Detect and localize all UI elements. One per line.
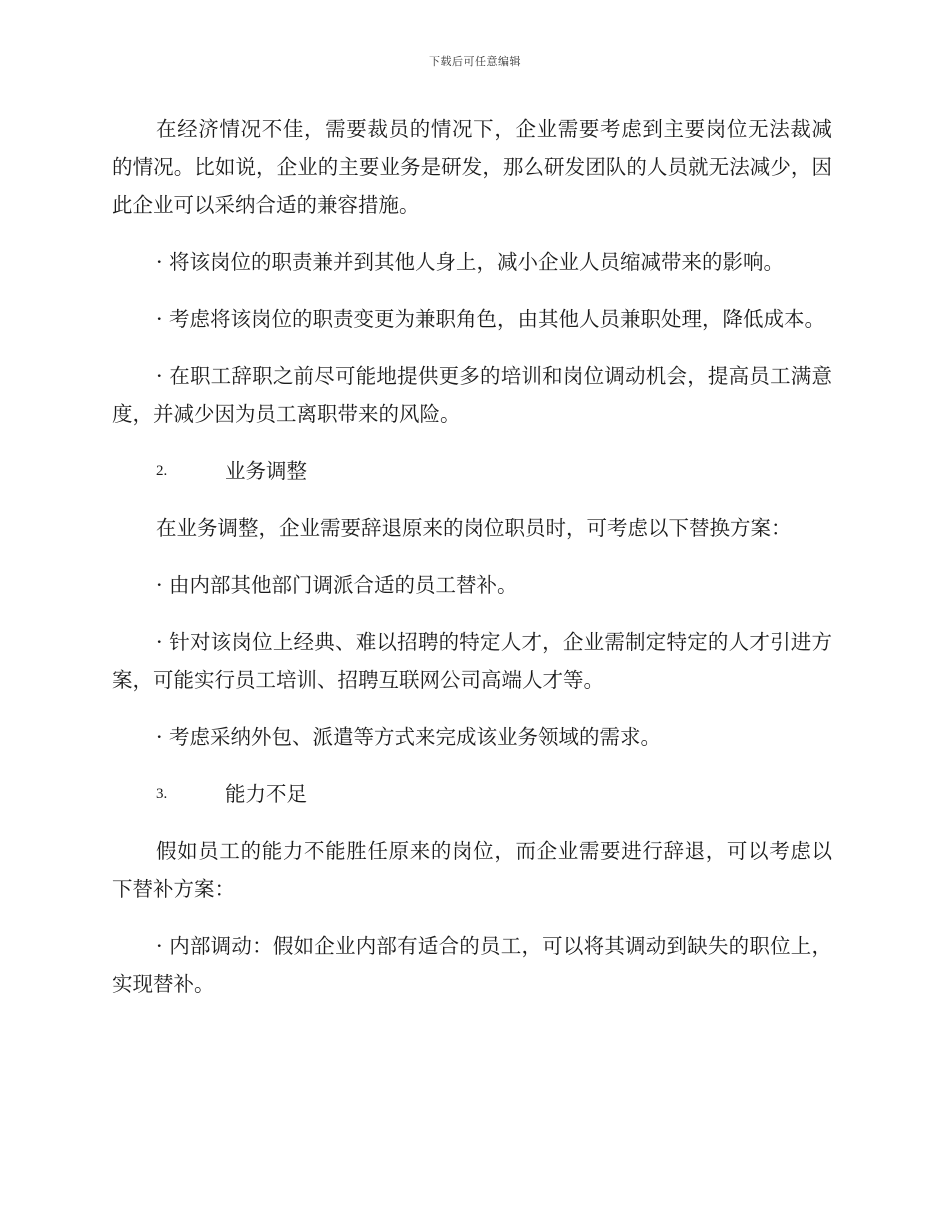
document-body — [112, 110, 832, 1022]
section-number: 2. — [156, 463, 168, 479]
section-heading — [112, 452, 832, 490]
bullet-item: · 将该岗位的职责兼并到其他人身上，减小企业人员缩减带来的影响。 — [156, 250, 785, 274]
bullet-item: · 考虑将该岗位的职责变更为兼职角色，由其他人员兼职处理，降低成本。 — [156, 307, 826, 331]
section-title: 能力不足 — [225, 782, 307, 806]
paragraph: 在业务调整，企业需要辞退原来的岗位职员时，可考虑以下替换方案： — [156, 516, 792, 540]
section-title: 业务调整 — [225, 459, 307, 483]
bullet-item: · 由内部其他部门调派合适的员工替补。 — [156, 573, 518, 597]
bullet-item: · 考虑采纳外包、派遣等方式来完成该业务领域的需求。 — [156, 725, 662, 749]
section-heading — [112, 775, 832, 813]
bullet-item: · 针对该岗位上经典、难以招聘的特定人才，企业需制定特定的人才引进方案，可能实行员工培训、招聘互联网公司高端人才等。 — [112, 630, 832, 692]
paragraph: 在经济情况不佳，需要裁员的情况下，企业需要考虑到主要岗位无法裁减的情况。比如说，企业的主要业务是研发，那么研发团队的人员就无法减少，因此企业可以采纳合适的兼容措施。 — [112, 117, 832, 217]
page-header: 下载后可任意编辑 — [429, 55, 521, 68]
section-number: 3. — [156, 786, 168, 802]
bullet-item: · 内部调动：假如企业内部有适合的员工，可以将其调动到缺失的职位上，实现替补。 — [112, 934, 832, 996]
bullet-item: · 在职工辞职之前尽可能地提供更多的培训和岗位调动机会，提高员工满意度，并减少因为员工离职带来的风险。 — [112, 364, 832, 426]
paragraph: 假如员工的能力不能胜任原来的岗位，而企业需要进行辞退，可以考虑以下替补方案： — [112, 839, 832, 901]
